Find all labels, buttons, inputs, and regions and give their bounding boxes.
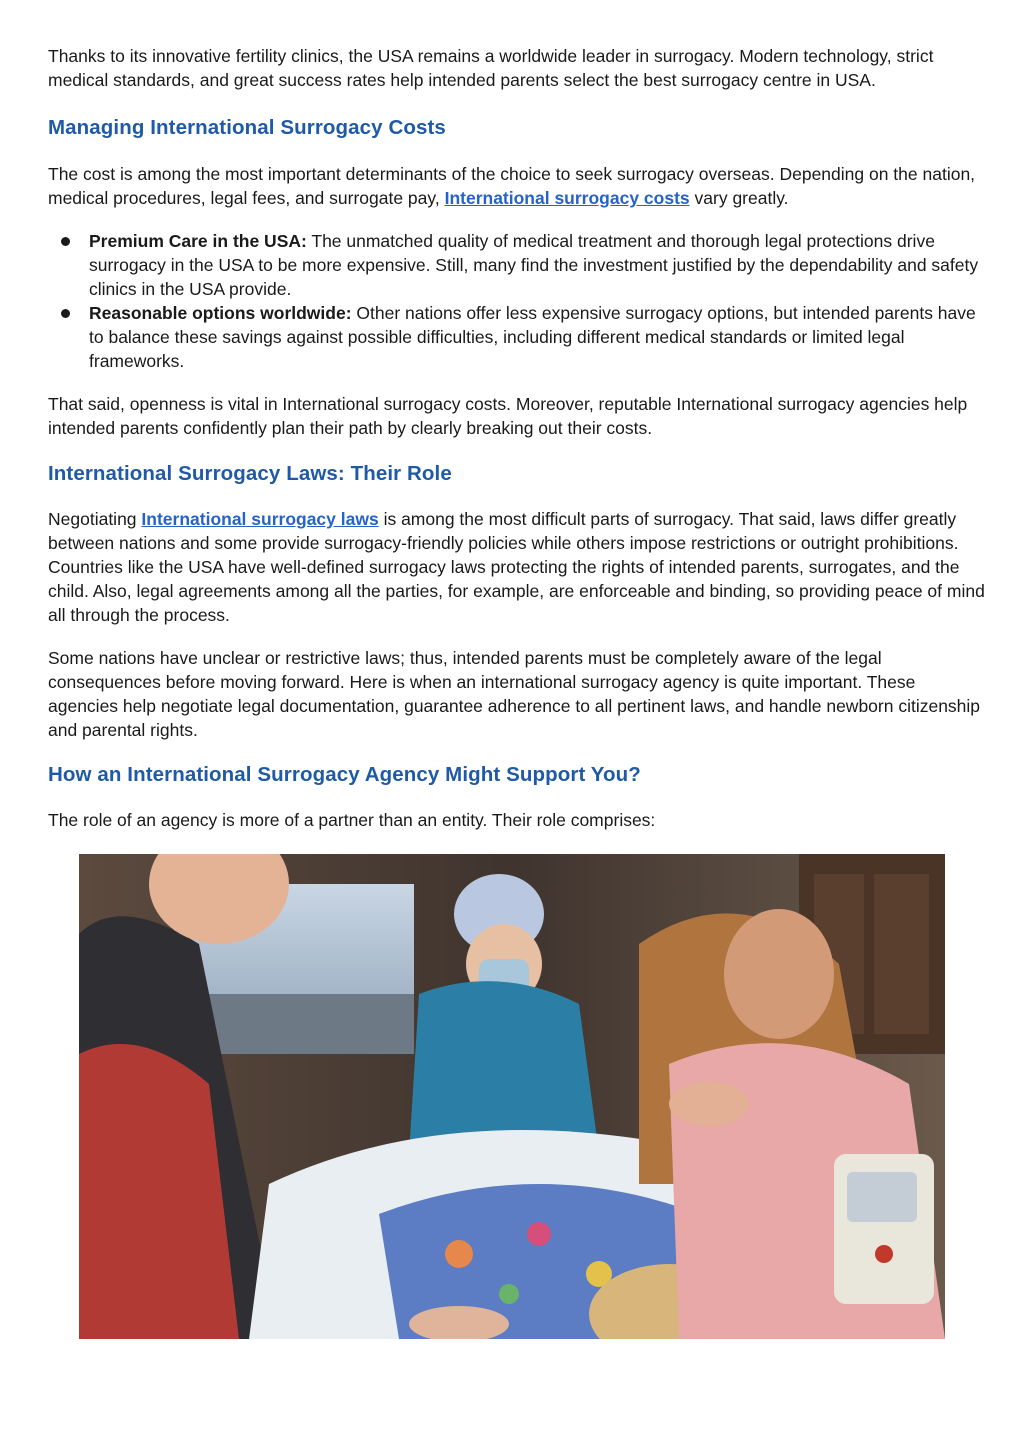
intro-paragraph: Thanks to its innovative fertility clinics, the USA remains a worldwide leader in surrogacy. Modern technology, strict medical standards, and great success rates help intended parents select the best surrogacy centre in USA. xyxy=(48,46,934,90)
bullet-title: Reasonable options worldwide: xyxy=(89,303,352,323)
laws-text-before-link: Negotiating xyxy=(48,509,142,529)
openness-paragraph: That said, openness is vital in International surrogacy costs. Moreover, reputable International surrogacy agencies help intended parents confidently plan their path by clearly breaking out their costs. xyxy=(48,394,968,438)
costs-text-after-link: vary greatly. xyxy=(689,188,789,208)
costs-paragraph xyxy=(48,162,988,210)
costs-bullet-list xyxy=(48,229,988,373)
laws-paragraph xyxy=(48,507,988,627)
list-item xyxy=(48,229,988,301)
heading-agency-support: How an International Surrogacy Agency Might Support You? xyxy=(48,763,641,786)
agency-role-paragraph: The role of an agency is more of a partner than an entity. Their role comprises: xyxy=(48,810,656,830)
bullet-icon xyxy=(61,237,70,246)
laws-paragraph-2: Some nations have unclear or restrictive laws; thus, intended parents must be completely aware of the legal consequences before moving forward. Here is when an international surrogacy agency is quite important. These agencies help negotiate legal documentation, guarantee adherence to all pertinent laws, and handle newborn citizenship and parental rights. xyxy=(48,648,981,740)
bullet-title: Premium Care in the USA: xyxy=(89,231,307,251)
costs-text-before-link: The cost is among the most important determinants of the choice to seek surrogacy overseas. Depending on the nation, medical procedures, legal fees, and surrogate pay, xyxy=(48,164,976,208)
surrogacy-costs-link[interactable]: International surrogacy costs xyxy=(444,188,690,208)
surrogacy-laws-link[interactable]: International surrogacy laws xyxy=(141,509,379,529)
heading-surrogacy-laws: International Surrogacy Laws: Their Role xyxy=(48,462,452,485)
laws-text-after-link: is among the most difficult parts of surrogacy. That said, laws differ greatly between nations and some provide surrogacy-friendly policies while others impose restrictions or outright prohibitions. Countries like the USA have well-defined surrogacy laws protecting the rights of intended parents, surrogates, and the child. Also, legal agreements among all the parties, for example, are enforceable and binding, so providing peace of mind all through the process. xyxy=(48,509,985,625)
hospital-birth-photo xyxy=(79,854,945,1339)
photo-illustration xyxy=(79,854,945,1339)
bullet-text: The unmatched quality of medical treatment and thorough legal protections drive surrogacy in the USA to be more expensive. Still, many find the investment justified by the dependability and safety clinics in the USA provide. xyxy=(89,231,979,299)
list-item xyxy=(48,301,988,373)
bullet-text: Other nations offer less expensive surrogacy options, but intended parents have to balance these savings against possible difficulties, including different medical standards or limited legal frameworks. xyxy=(89,303,976,371)
bullet-icon xyxy=(61,309,70,318)
heading-surrogacy-costs: Managing International Surrogacy Costs xyxy=(48,116,446,139)
